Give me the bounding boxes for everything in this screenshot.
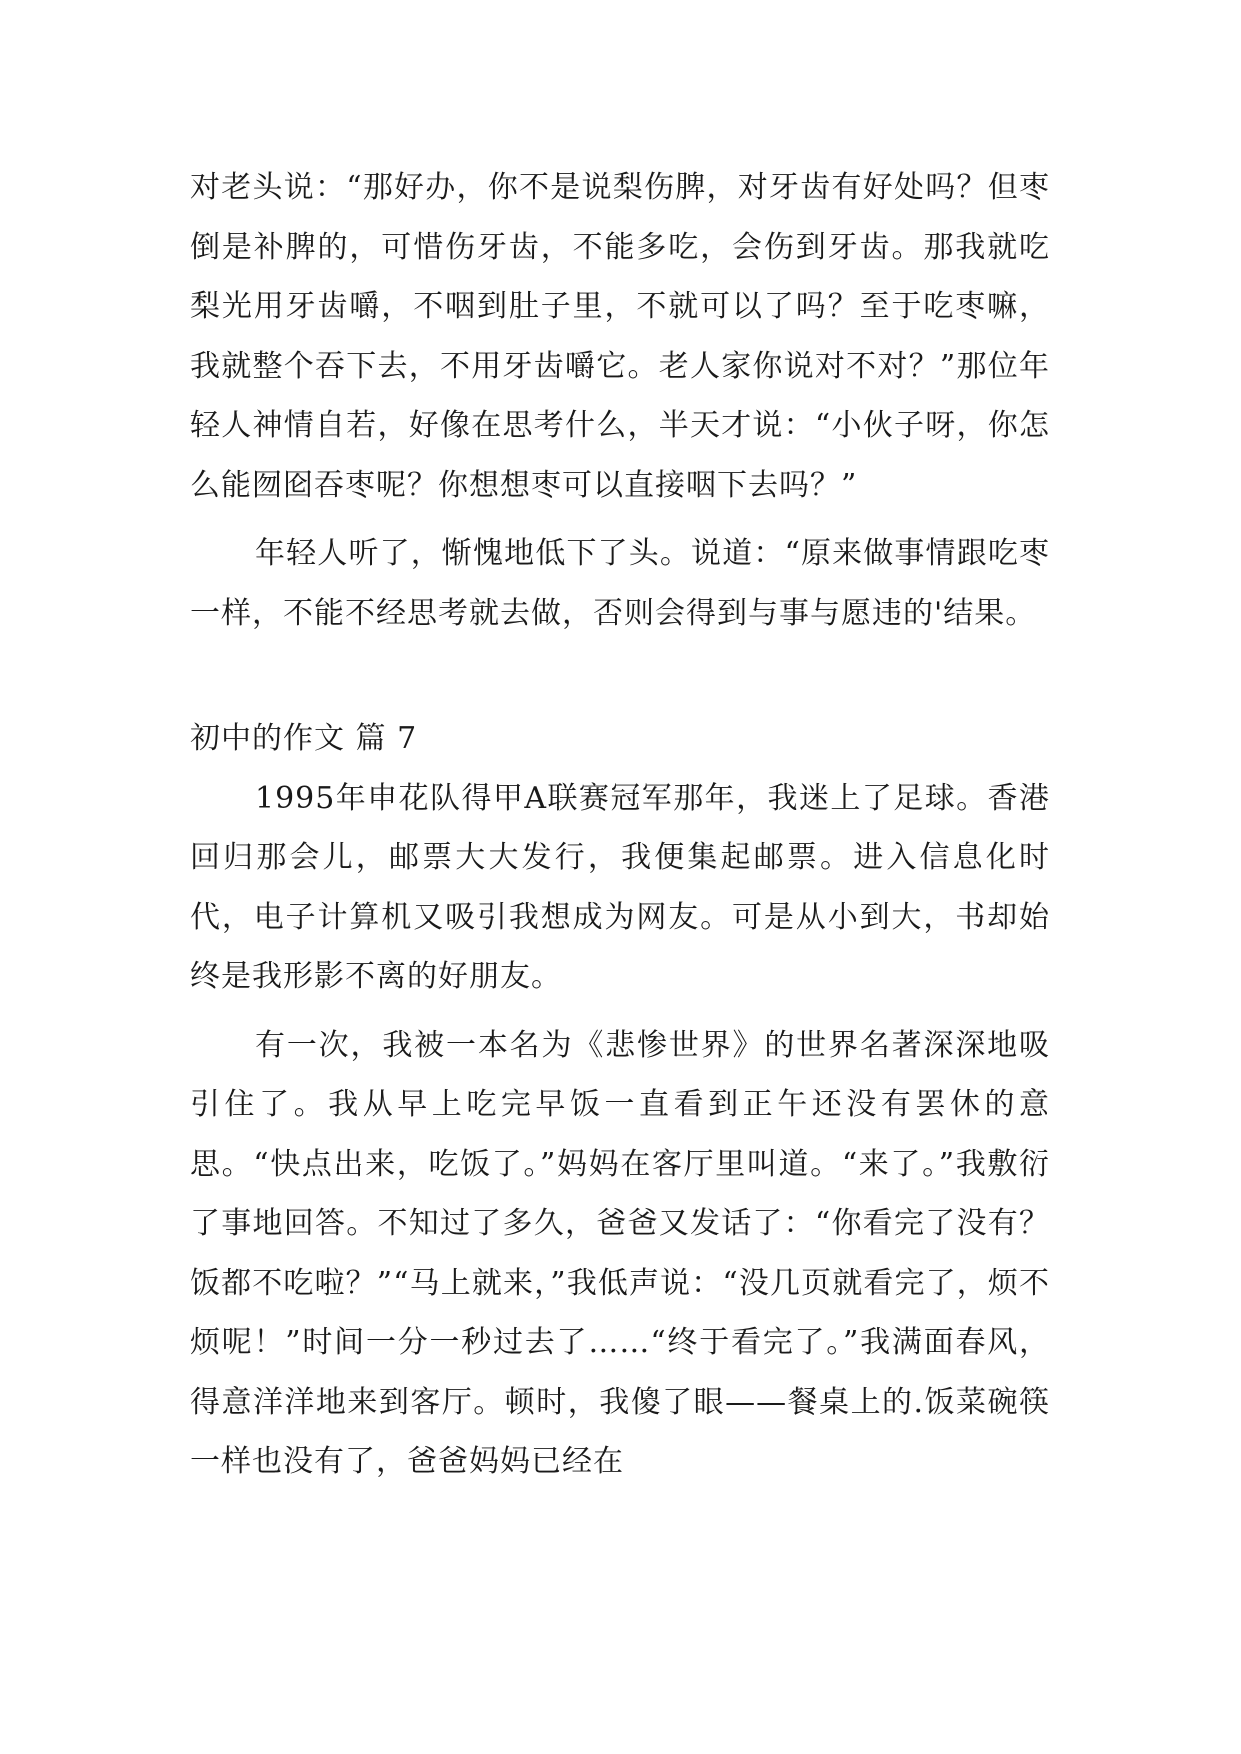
document-body	[190, 158, 1050, 1492]
paragraph: 1995年申花队得甲A联赛冠军那年，我迷上了足球。香港回归那会儿，邮票大大发行，我便集起邮票。进入信息化时代，电子计算机又吸引我想成为网友。可是从小到大，书却始终是我形影不离的好朋友。	[190, 780, 1050, 994]
paragraph: 有一次，我被一本名为《悲惨世界》的世界名著深深地吸引住了。我从早上吃完早饭一直看到正午还没有罢休的意思。“快点出来，吃饭了。”妈妈在客厅里叫道。“来了。”我敷衍了事地回答。不知过了多久，爸爸又发话了：“你看完了没有？饭都不吃啦？”“马上就来，”我低声说：“没几页就看完了，烦不烦呢！”时间一分一秒过去了……“终于看完了。”我满面春风，得意洋洋地来到客厅。顿时，我傻了眼——餐桌上的.饭菜碗筷一样也没有了，爸爸妈妈已经在	[190, 1027, 1050, 1479]
paragraph: 年轻人听了，惭愧地低下了头。说道：“原来做事情跟吃枣一样，不能不经思考就去做，否则会得到与事与愿违的'结果。	[190, 536, 1050, 631]
section-heading: 初中的作文 篇 7	[190, 721, 418, 756]
paragraph: 对老头说：“那好办，你不是说梨伤脾，对牙齿有好处吗？但枣倒是补脾的，可惜伤牙齿，不能多吃，会伤到牙齿。那我就吃梨光用牙齿嚼，不咽到肚子里，不就可以了吗？至于吃枣嘛，我就整个吞下去，不用牙齿嚼它。老人家你说对不对？”那位年轻人神情自若，好像在思考什么，半天才说：“小伙子呀，你怎么能囫囵吞枣呢？你想想枣可以直接咽下去吗？”	[190, 170, 1050, 503]
